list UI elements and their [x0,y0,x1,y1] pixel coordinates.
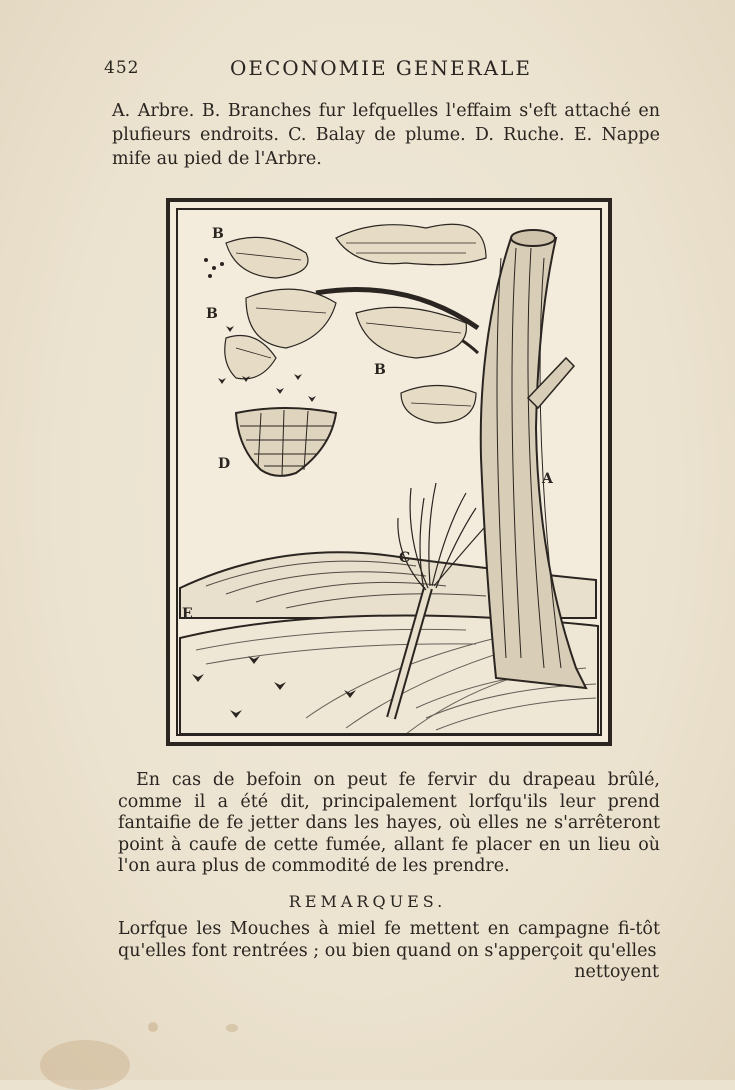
catchword: nettoyent [574,962,659,982]
page-number: 452 [104,58,140,78]
paper-stain [40,1040,130,1090]
woodcut-illustration [166,198,612,746]
paper-stain [148,1022,158,1032]
label-A: A [542,471,553,487]
figure-caption: A. Arbre. B. Branches fur lefquelles l'effaim s'eft attaché en plufieurs endroits. C. Balay de plume. D. Ruche. E. Nappe mife au pied de l'Arbre. [112,101,660,169]
label-C: C [399,550,411,566]
label-E: E [182,606,193,622]
paper-stain [226,1024,238,1032]
body-paragraph-text: En cas de befoin on peut fe fervir du drapeau brûlé, comme il a été dit, principalement lorfqu'ils leur prend fantaifie de fe jetter dans les hayes, où elles ne s'arrêteront point à caufe de cette fumée, allant fe placer en un lieu où l'on aura plus de commodité de les prendre. [118,770,660,876]
label-D: D [218,456,231,472]
label-B-left: B [206,306,218,322]
label-B-upper: B [212,226,224,242]
remarks-paragraph: Lorfque les Mouches à miel fe mettent en campagne fi-tôt qu'elles font rentrées ; ou bien quand on s'apperçoit qu'elles [118,919,660,961]
label-B-right: B [374,362,386,378]
running-title: OECONOMIE GENERALE [230,56,532,80]
remarks-heading: REMARQUES. [288,892,447,911]
body-paragraph [118,770,660,878]
